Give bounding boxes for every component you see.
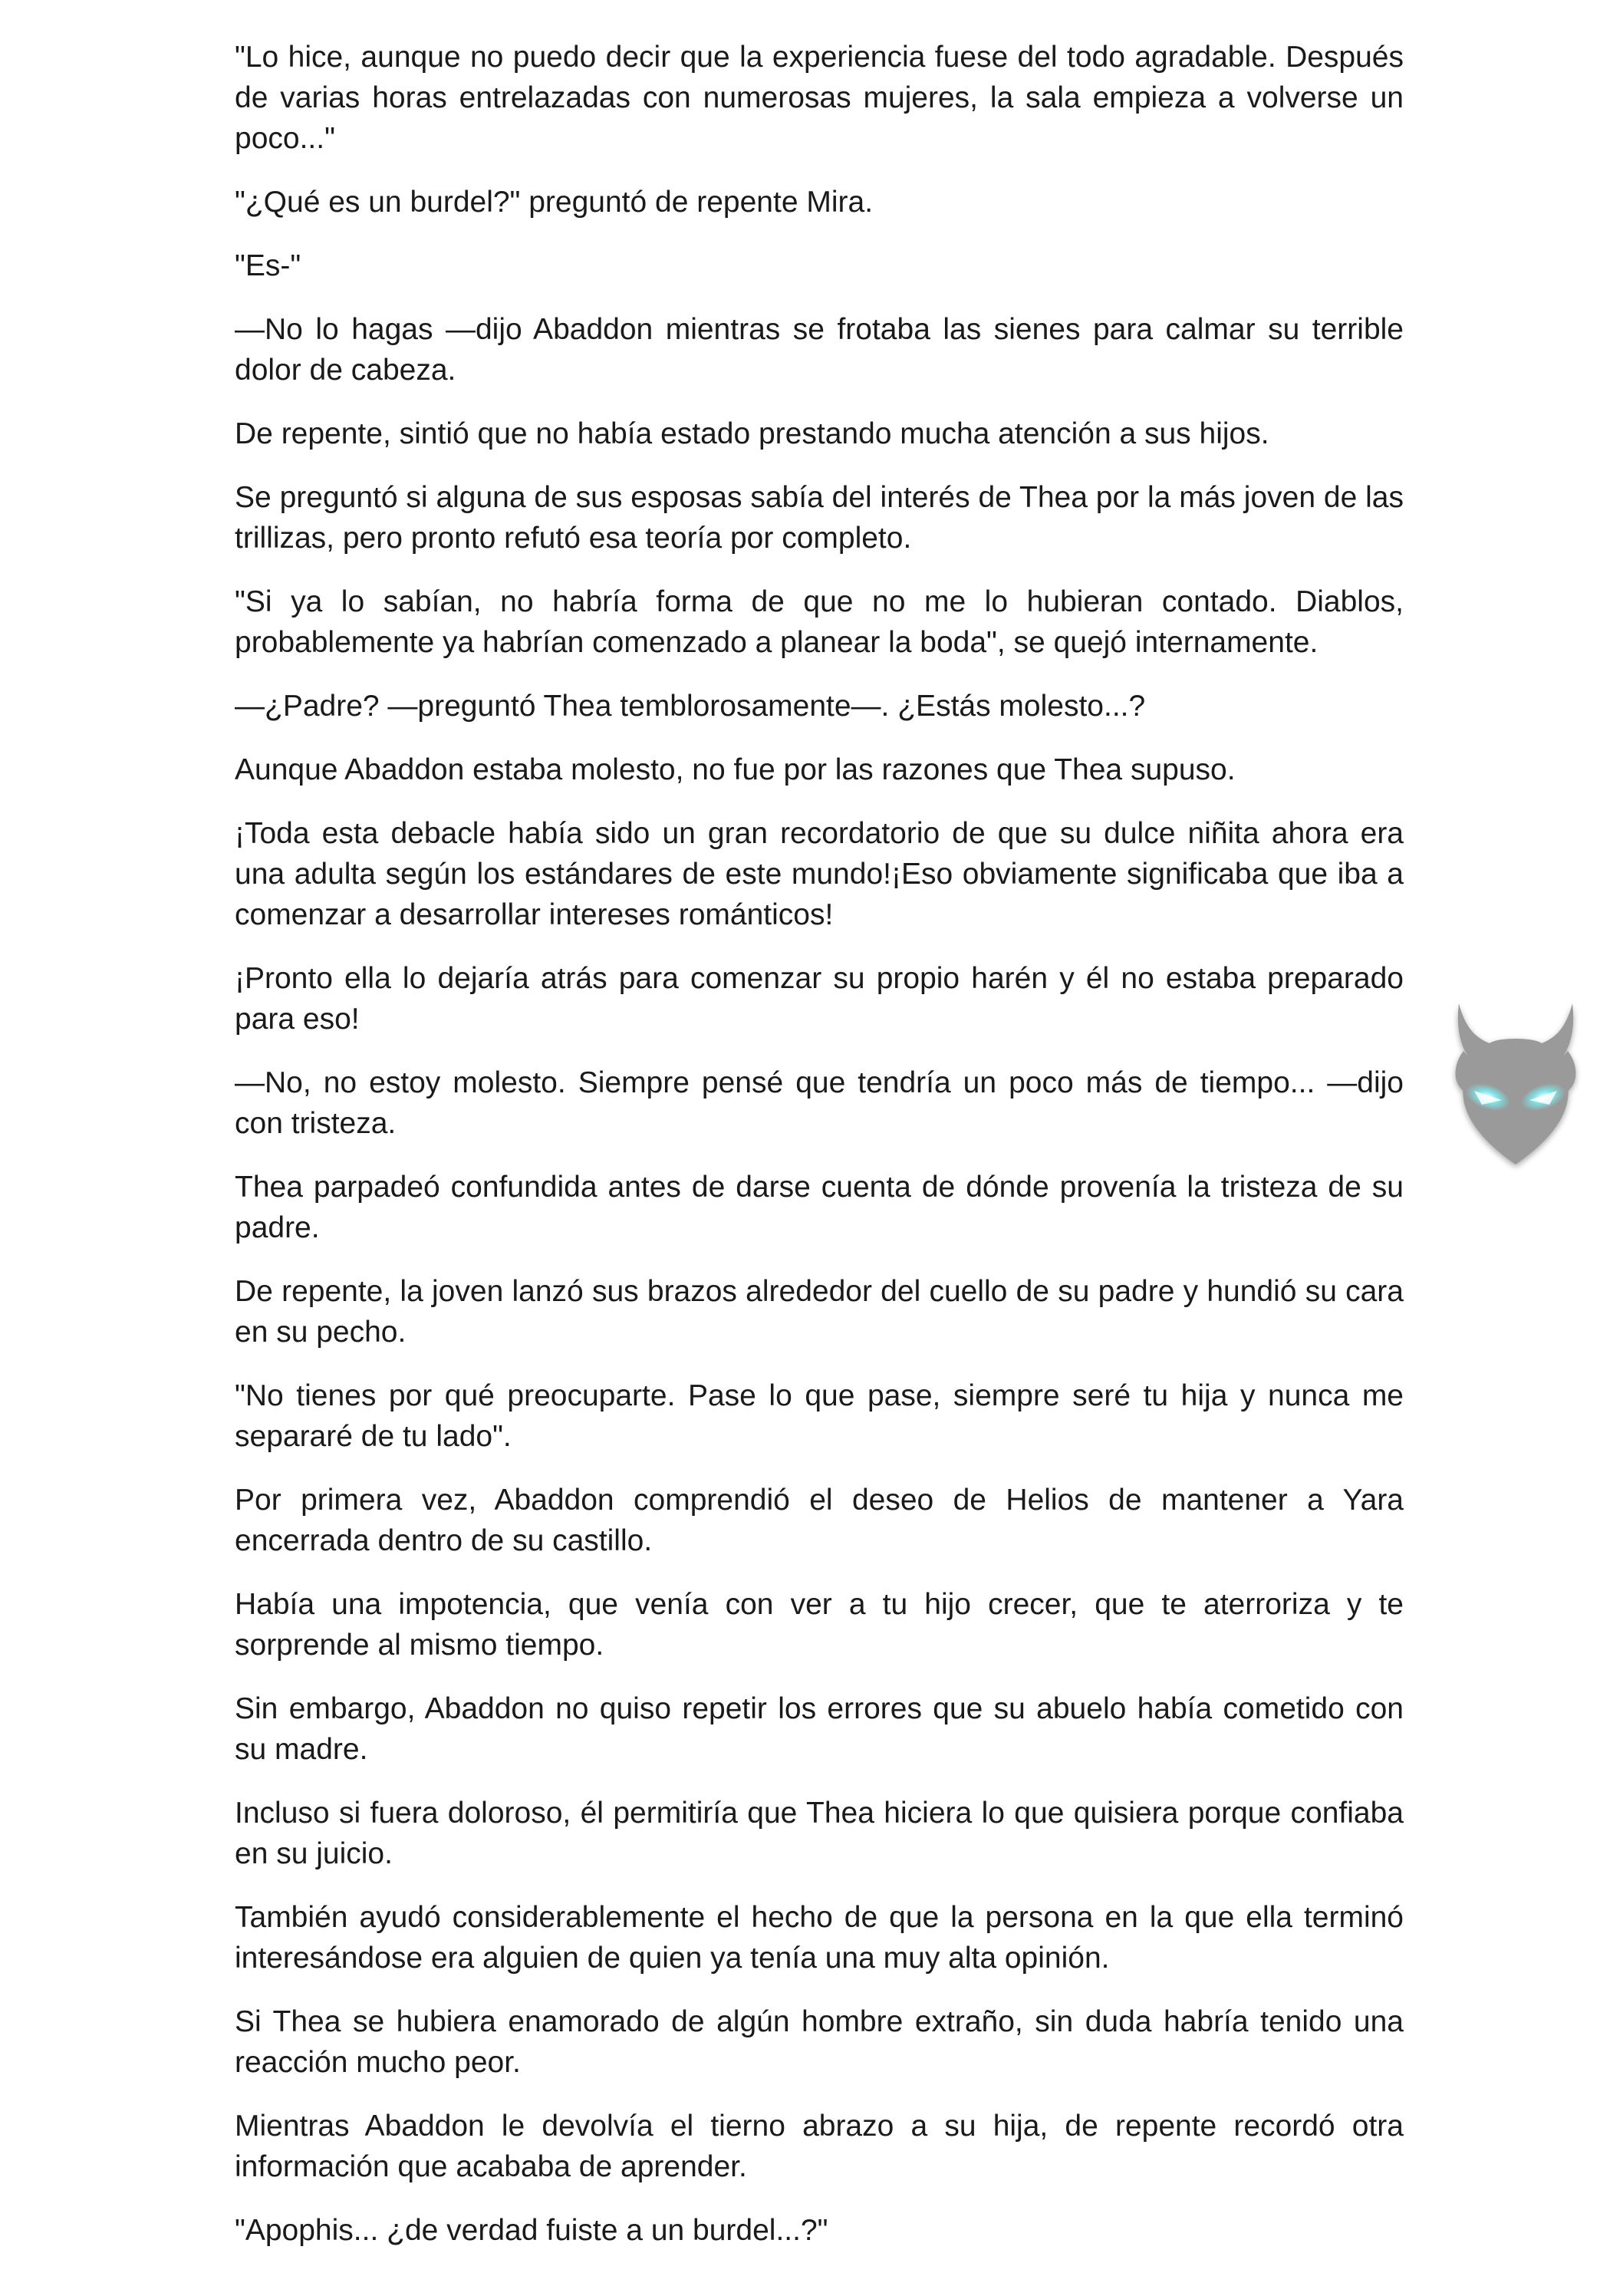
document-body bbox=[235, 37, 1404, 2274]
paragraph: Había una impotencia, que venía con ver a tu hijo crecer, que te aterroriza y te sorprende al mismo tiempo. bbox=[235, 1588, 1404, 1662]
paragraph: —¿Padre? —preguntó Thea temblorosamente—. ¿Estás molesto...? bbox=[235, 690, 1146, 723]
paragraph: De repente, sintió que no había estado prestando mucha atención a sus hijos. bbox=[235, 417, 1269, 450]
horned-demon-head-icon bbox=[1444, 997, 1588, 1174]
paragraph: Thea parpadeó confundida antes de darse cuenta de dónde provenía la tristeza de su padre. bbox=[235, 1171, 1404, 1244]
paragraph: "Apophis... ¿de verdad fuiste a un burdel...?" bbox=[235, 2214, 828, 2247]
paragraph: —No, no estoy molesto. Siempre pensé que tendría un poco más de tiempo... —dijo con tristeza. bbox=[235, 1066, 1404, 1140]
paragraph: "Si ya lo sabían, no habría forma de que no me lo hubieran contado. Diablos, probablemente ya habrían comenzado a planear la boda", se quejó internamente. bbox=[235, 585, 1404, 659]
paragraph: "Lo hice, aunque no puedo decir que la experiencia fuese del todo agradable. Después de varias horas entrelazadas con numerosas mujeres, la sala empieza a volverse un poco..." bbox=[235, 41, 1404, 155]
paragraph: También ayudó considerablemente el hecho de que la persona en la que ella terminó interesándose era alguien de quien ya tenía una muy alta opinión. bbox=[235, 1901, 1404, 1975]
paragraph: ¡Pronto ella lo dejaría atrás para comenzar su propio harén y él no estaba preparado para eso! bbox=[235, 962, 1404, 1036]
paragraph: "¿Qué es un burdel?" preguntó de repente Mira. bbox=[235, 186, 874, 219]
paragraph: "Es-" bbox=[235, 249, 301, 282]
paragraph: Se preguntó si alguna de sus esposas sabía del interés de Thea por la más joven de las trillizas, pero pronto refutó esa teoría por completo. bbox=[235, 481, 1404, 555]
paragraph: Por primera vez, Abaddon comprendió el deseo de Helios de mantener a Yara encerrada dentro de su castillo. bbox=[235, 1484, 1404, 1557]
paragraph: —No lo hagas —dijo Abaddon mientras se frotaba las sienes para calmar su terrible dolor de cabeza. bbox=[235, 313, 1404, 387]
paragraph: Aunque Abaddon estaba molesto, no fue por las razones que Thea supuso. bbox=[235, 753, 1236, 786]
paragraph: "No tienes por qué preocuparte. Pase lo que pase, siempre seré tu hija y nunca me separaré de tu lado". bbox=[235, 1379, 1404, 1453]
paragraph: Incluso si fuera doloroso, él permitiría que Thea hiciera lo que quisiera porque confiaba en su juicio. bbox=[235, 1797, 1404, 1870]
paragraph: De repente, la joven lanzó sus brazos alrededor del cuello de su padre y hundió su cara en su pecho. bbox=[235, 1275, 1404, 1349]
paragraph: Mientras Abaddon le devolvía el tierno abrazo a su hija, de repente recordó otra información que acababa de aprender. bbox=[235, 2110, 1404, 2183]
paragraph: Sin embargo, Abaddon no quiso repetir los errores que su abuelo había cometido con su madre. bbox=[235, 1692, 1404, 1766]
paragraph: Si Thea se hubiera enamorado de algún hombre extraño, sin duda habría tenido una reacción mucho peor. bbox=[235, 2005, 1404, 2079]
paragraph: ¡Toda esta debacle había sido un gran recordatorio de que su dulce niñita ahora era una adulta según los estándares de este mundo!¡Eso obviamente significaba que iba a comenzar a desarrollar intereses románticos! bbox=[235, 817, 1404, 931]
